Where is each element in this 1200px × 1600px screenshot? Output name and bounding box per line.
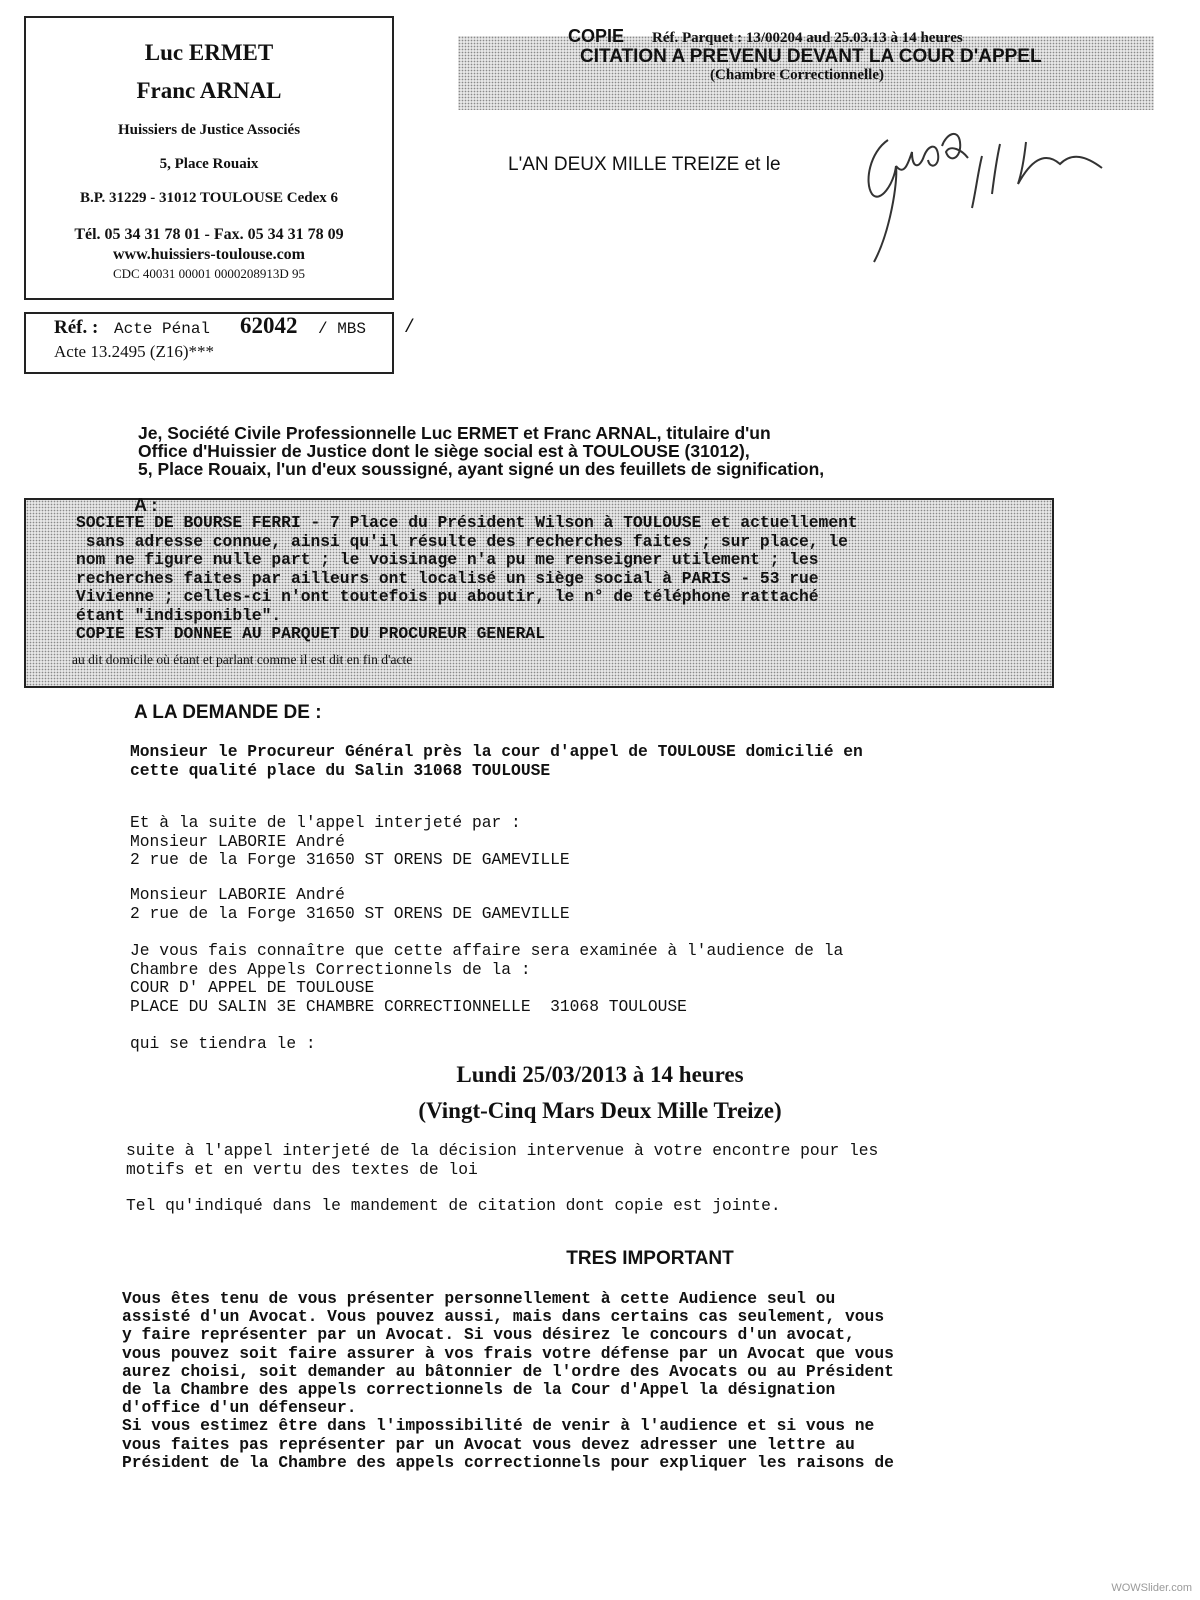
important-line: de la Chambre des appels correctionnels de la Cour d'Appel la désignation xyxy=(122,1380,836,1400)
appel-line: Monsieur LABORIE André xyxy=(130,831,345,851)
recipient-box xyxy=(24,495,1054,688)
audience-date: Lundi 25/03/2013 à 14 heures xyxy=(456,1062,744,1087)
important-line: vous pouvez soit faire assurer à vos frais votre défense par un Avocat que vous xyxy=(122,1343,894,1363)
recipient-line: nom ne figure nulle part ; le voisinage n'a pu me renseigner utilement ; les xyxy=(76,550,819,569)
appel-text-2 xyxy=(130,886,570,923)
office-name-2: Franc ARNAL xyxy=(136,78,282,103)
intro-paragraph xyxy=(138,424,824,478)
office-address: 5, Place Rouaix xyxy=(159,156,259,172)
intro-line: Je, Société Civile Professionnelle Luc ERMET et Franc ARNAL, titulaire d'un xyxy=(138,423,771,443)
demande-line: Monsieur le Procureur Général près la cour d'appel de TOULOUSE domicilié en xyxy=(130,742,863,761)
important-text xyxy=(122,1290,894,1472)
tiendra-line: qui se tiendra le : xyxy=(130,1034,316,1053)
recipient-line: étant "indisponible". xyxy=(76,605,282,625)
reference-number: 62042 xyxy=(240,313,298,338)
recipient-line: SOCIETE DE BOURSE FERRI - 7 Place du Président Wilson à TOULOUSE et actuellement xyxy=(76,513,858,532)
demande-line: cette qualité place du Salin 31068 TOULOUSE xyxy=(130,761,551,780)
audience-date-words: (Vingt-Cinq Mars Deux Mille Treize) xyxy=(418,1098,782,1123)
audience-line: COUR D' APPEL DE TOULOUSE xyxy=(130,978,375,997)
reference-acte: Acte Pénal xyxy=(114,320,211,338)
office-bp: B.P. 31229 - 31012 TOULOUSE Cedex 6 xyxy=(79,190,339,206)
document-subtitle: (Chambre Correctionnelle) xyxy=(710,67,884,83)
appel-line: 2 rue de la Forge 31650 ST ORENS DE GAMEVILLE xyxy=(130,903,570,923)
audience-text xyxy=(130,942,843,1016)
recipient-label: A : xyxy=(134,495,158,515)
parquet-ref: Réf. Parquet : 13/00204 aud 25.03.13 à 14 heures xyxy=(652,30,963,46)
intro-line: Office d'Huissier de Justice dont le siège social est à TOULOUSE (31012), xyxy=(138,441,750,461)
office-cdc: CDC 40031 00001 0000208913D 95 xyxy=(112,266,306,281)
appel-line: Et à la suite de l'appel interjeté par : xyxy=(130,813,521,832)
demande-heading: A LA DEMANDE DE : xyxy=(134,702,322,723)
office-name-1: Luc ERMET xyxy=(144,40,274,65)
important-line: Vous êtes tenu de vous présenter personnellement à cette Audience seul ou xyxy=(122,1289,836,1308)
reference-suffix: / MBS xyxy=(318,320,367,338)
intro-line: 5, Place Rouaix, l'un d'eux soussigné, ayant signé un des feuillets de signification, xyxy=(138,459,825,479)
important-heading: TRES IMPORTANT xyxy=(566,1248,734,1269)
appel-line: 2 rue de la Forge 31650 ST ORENS DE GAMEVILLE xyxy=(130,850,570,869)
reference-line2: Acte 13.2495 (Z16)*** xyxy=(54,342,215,361)
reference-slash: / xyxy=(404,318,415,338)
reference-box xyxy=(24,312,394,374)
suite-line: motifs et en vertu des textes de loi xyxy=(126,1159,478,1179)
demande-text xyxy=(130,742,863,780)
document-title: CITATION A PREVENU DEVANT LA COUR D'APPEL xyxy=(580,46,1042,67)
suite-text xyxy=(126,1142,878,1179)
reference-label: Réf. : xyxy=(54,317,99,338)
appel-text xyxy=(130,814,570,870)
important-line: Président de la Chambre des appels correctionnels pour expliquer les raisons de xyxy=(122,1452,894,1472)
important-line: aurez choisi, soit demander au bâtonnier de l'ordre des Avocats ou au Président xyxy=(122,1361,894,1381)
recipient-line: COPIE EST DONNEE AU PARQUET DU PROCUREUR GENERAL xyxy=(76,624,545,643)
suite-line: suite à l'appel interjeté de la décision intervenue à votre encontre pour les xyxy=(126,1141,879,1160)
office-role: Huissiers de Justice Associés xyxy=(117,122,301,138)
audience-line: Chambre des Appels Correctionnels de la : xyxy=(130,959,531,979)
important-line: assisté d'un Avocat. Vous pouvez aussi, mais dans certains cas seulement, vous xyxy=(122,1307,885,1327)
handwritten-signature xyxy=(850,112,1130,272)
audience-line: Je vous fais connaître que cette affaire sera examinée à l'audience de la xyxy=(130,941,844,960)
recipient-line: recherches faites par ailleurs ont localisé un siège social à PARIS - 53 rue xyxy=(76,568,819,588)
audience-line: PLACE DU SALIN 3E CHAMBRE CORRECTIONNELLE 31068 TOULOUSE xyxy=(130,996,687,1016)
important-line: Si vous estimez être dans l'impossibilité de venir à l'audience et si vous ne xyxy=(122,1416,875,1436)
important-line: d'office d'un défenseur. xyxy=(122,1398,357,1418)
copie-label: COPIE xyxy=(568,26,625,46)
office-box xyxy=(24,16,394,300)
office-phone: Tél. 05 34 31 78 01 - Fax. 05 34 31 78 09 xyxy=(74,226,344,243)
recipient-line: sans adresse connue, ainsi qu'il résulte des recherches faites ; sur place, le xyxy=(76,531,848,551)
recipient-note: au dit domicile où étant et parlant comme il est dit en fin d'acte xyxy=(72,652,413,667)
appel-line: Monsieur LABORIE André xyxy=(130,885,345,904)
recipient-text xyxy=(76,514,858,644)
tel-line: Tel qu'indiqué dans le mandement de citation dont copie est jointe. xyxy=(126,1196,781,1215)
office-website: www.huissiers-toulouse.com xyxy=(112,246,305,263)
recipient-line: Vivienne ; celles-ci n'ont toutefois pu aboutir, le n° de téléphone rattaché xyxy=(76,587,819,606)
important-line: vous faites pas représenter par un Avocat vous devez adresser une lettre au xyxy=(122,1434,855,1454)
watermark: WOWSlider.com xyxy=(1111,1582,1192,1594)
date-line: L'AN DEUX MILLE TREIZE et le xyxy=(508,154,781,175)
important-line: y faire représenter par un Avocat. Si vous désirez le concours d'un avocat, xyxy=(122,1325,855,1345)
